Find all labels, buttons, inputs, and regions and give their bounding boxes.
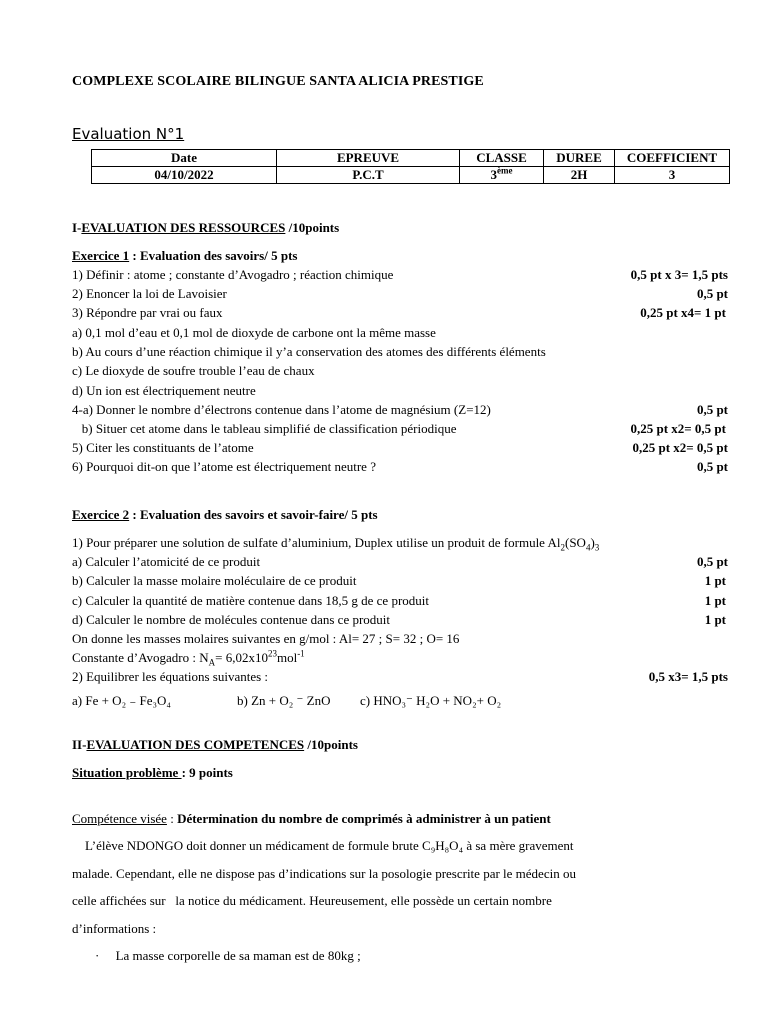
ex1-points: 0,25 pt x4= 1 pt bbox=[640, 305, 726, 320]
ex1-points: 0,25 pt x2= 0,5 pt bbox=[630, 421, 726, 436]
value-coefficient: 3 bbox=[615, 167, 730, 184]
ex1-line: 3) Répondre par vrai ou faux bbox=[72, 305, 223, 320]
ex1-points: 0,5 pt bbox=[696, 286, 728, 301]
evaluation-title: Evaluation N°1 bbox=[72, 125, 185, 143]
paragraph-line: L’élève NDONGO doit donner un médicament de formule brute C₉H₈O₄ à sa mère gravement bbox=[72, 838, 574, 853]
paragraph-line: celle affichées sur la notice du médicament. Heureusement, elle possède un certain nombre bbox=[72, 893, 552, 908]
ex1-line: 4-a) Donner le nombre d’électrons contenue dans l’atome de magnésium (Z=12) bbox=[72, 402, 491, 417]
ex2-points: 1 pt bbox=[704, 593, 726, 608]
ex1-line: b) Au cours d’une réaction chimique il y’a conservation des atomes des différents éléments bbox=[72, 344, 546, 359]
header-classe: CLASSE bbox=[460, 150, 544, 167]
value-classe: 3ème bbox=[460, 167, 544, 184]
avogadro-constant: Constante d’Avogadro : $N_A= 6,02x10^{23}mol^{-1}$ bbox=[72, 648, 305, 668]
ex2-line: d) Calculer le nombre de molécules contenue dans ce produit bbox=[72, 612, 391, 627]
ex1-line: d) Un ion est électriquement neutre bbox=[72, 383, 256, 398]
molar-masses-text: On donne les masses molaires suivantes en g/mol : Al= 27 ; S= 32 ; O= 16 bbox=[72, 631, 460, 646]
ex2-points: 1 pt bbox=[704, 612, 726, 627]
equation-c: c) HNO₃⁻ H₂O + NO₂+ O₂ bbox=[360, 693, 502, 708]
bullet-item: · La masse corporelle de sa maman est de 80kg ; bbox=[95, 948, 361, 963]
ex1-line: b) Situer cet atome dans le tableau simplifié de classification périodique bbox=[72, 421, 457, 436]
equation-b: b) Zn + O₂ ⁻ ZnO bbox=[237, 693, 331, 708]
ex1-line: c) Le dioxyde de soufre trouble l’eau de chaux bbox=[72, 363, 315, 378]
header-coefficient: COEFFICIENT bbox=[615, 150, 730, 167]
ex2-line: c) Calculer la quantité de matière contenue dans 18,5 g de ce produit bbox=[72, 593, 429, 608]
value-epreuve: P.C.T bbox=[277, 167, 460, 184]
ex2-line: a) Calculer l’atomicité de ce produit bbox=[72, 554, 261, 569]
header-epreuve: EPREUVE bbox=[277, 150, 460, 167]
section2-heading: II-EVALUATION DES COMPETENCES /10points bbox=[72, 737, 358, 752]
header-date: Date bbox=[92, 150, 277, 167]
ex2-intro: 1) Pour préparer une solution de sulfate d’aluminium, Duplex utilise un produit de formule $Al_2(SO_4)_3$ bbox=[72, 535, 600, 553]
value-duree: 2H bbox=[544, 167, 615, 184]
ex1-points: 0,5 pt bbox=[696, 459, 728, 474]
meta-header-row bbox=[92, 150, 730, 167]
paragraph-line: malade. Cependant, elle ne dispose pas d’indications sur la posologie prescrite par le médecin ou bbox=[72, 866, 576, 881]
ex1-points: 0,5 pt bbox=[696, 402, 728, 417]
ex1-line: 2) Enoncer la loi de Lavoisier bbox=[72, 286, 227, 301]
section1-heading: I-EVALUATION DES RESSOURCES /10points bbox=[72, 220, 340, 235]
ex1-line: 5) Citer les constituants de l’atome bbox=[72, 440, 254, 455]
competence-line: Compétence visée : Détermination du nombre de comprimés à administrer à un patient bbox=[72, 811, 551, 826]
ex2-points: 0,5 x3= 1,5 pts bbox=[648, 669, 728, 684]
ex2-points: 0,5 pt bbox=[696, 554, 728, 569]
meta-value-row bbox=[92, 167, 730, 184]
value-date: 04/10/2022 bbox=[92, 167, 277, 184]
paragraph-line: d’informations : bbox=[72, 921, 157, 936]
exercise2-heading: Exercice 2 : Evaluation des savoirs et savoir-faire/ 5 pts bbox=[72, 507, 378, 522]
school-name: COMPLEXE SCOLAIRE BILINGUE SANTA ALICIA PRESTIGE bbox=[72, 74, 484, 89]
ex1-line: a) 0,1 mol d’eau et 0,1 mol de dioxyde de carbone ont la même masse bbox=[72, 325, 436, 340]
ex1-points: 0,25 pt x2= 0,5 pt bbox=[632, 440, 728, 455]
exercise1-heading: Exercice 1 : Evaluation des savoirs/ 5 pts bbox=[72, 248, 298, 263]
ex2-points: 1 pt bbox=[704, 573, 726, 588]
equation-a: a) Fe + O₂ ₋ Fe₃O₄ bbox=[72, 693, 171, 708]
ex2-equations-instruction: 2) Equilibrer les équations suivantes : bbox=[72, 669, 269, 684]
header-duree: DUREE bbox=[544, 150, 615, 167]
ex1-line: 1) Définir : atome ; constante d’Avogadro ; réaction chimique bbox=[72, 267, 394, 282]
ex1-line: 6) Pourquoi dit-on que l’atome est électriquement neutre ? bbox=[72, 459, 376, 474]
ex1-points: 0,5 pt x 3= 1,5 pts bbox=[630, 267, 728, 282]
meta-table bbox=[91, 149, 730, 184]
ex2-line: b) Calculer la masse molaire moléculaire de ce produit bbox=[72, 573, 357, 588]
situation-heading: Situation problème : 9 points bbox=[72, 765, 233, 780]
